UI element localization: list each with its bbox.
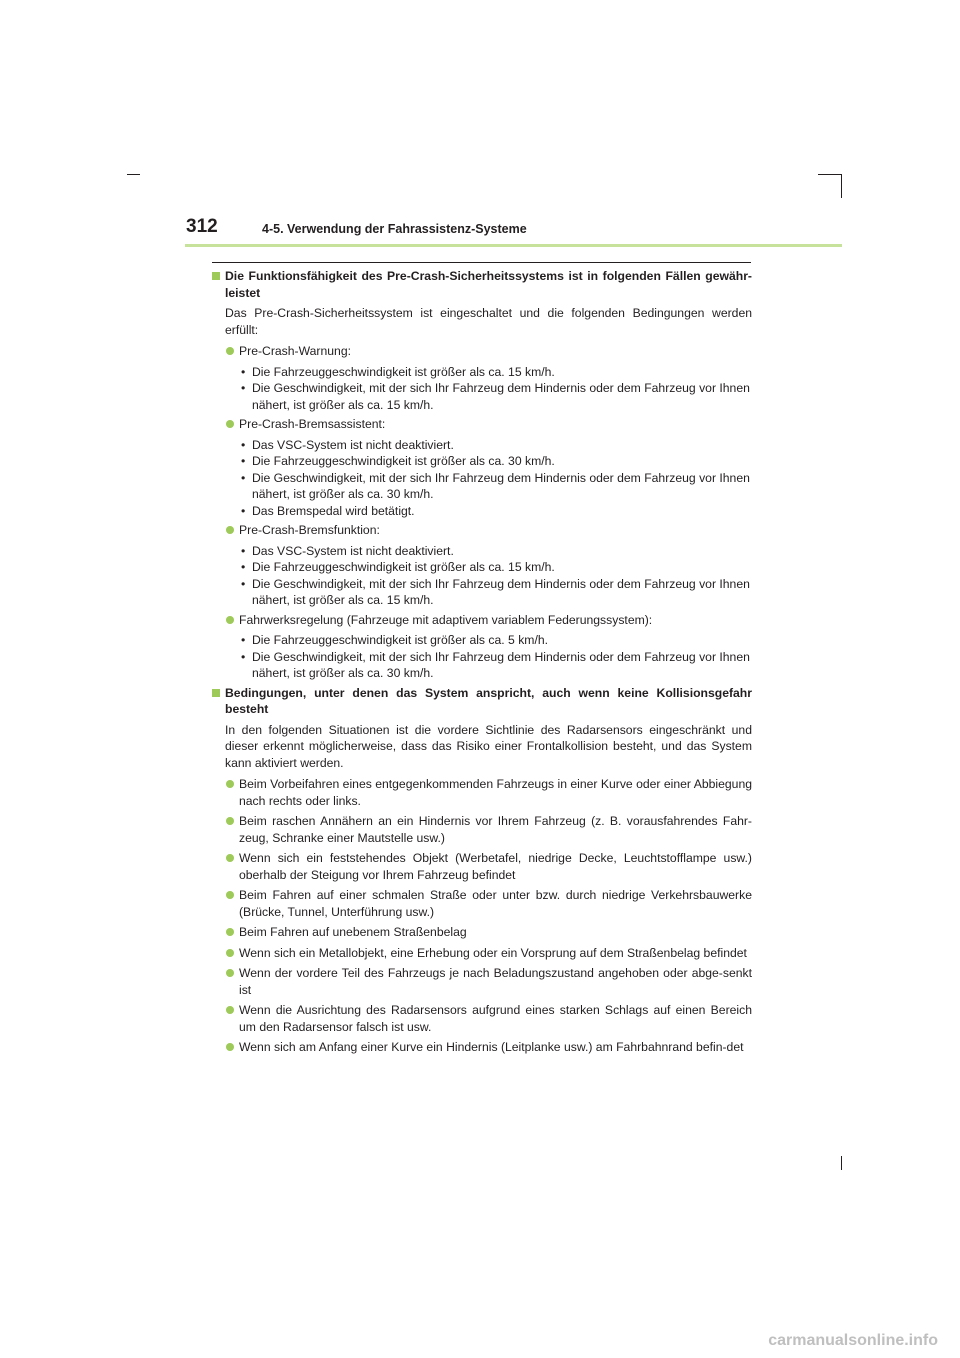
list-item: Beim Vorbeifahren eines entgegenkommenden Fahrzeugs in einer Kurve oder einer Abbiegung nach rechts oder links. [212, 776, 752, 809]
list-item: Beim raschen Annähern an ein Hindernis vor Ihrem Fahrzeug (z. B. vorausfahrendes Fahr-zeug, Schranke einer Mautstelle usw.) [212, 813, 752, 846]
round-bullet-icon [226, 1006, 234, 1014]
page-content [212, 268, 752, 1060]
sub-list-item: • Die Fahrzeuggeschwindigkeit ist größer als ca. 15 km/h. [241, 560, 555, 574]
round-bullet-icon [226, 891, 234, 899]
list-item: Pre-Crash-Bremsfunktion: [212, 522, 752, 539]
crop-mark-top-right-v [841, 174, 842, 198]
sub-list-item: • Das VSC-System ist nicht deaktiviert. [241, 437, 454, 452]
crop-mark-bottom-right [841, 1156, 842, 1170]
crop-mark-top-left [127, 174, 140, 175]
round-bullet-icon [226, 817, 234, 825]
round-bullet-icon [226, 969, 234, 977]
chapter-title: 4-5. Verwendung der Fahrassistenz-Systeme [262, 222, 527, 236]
sub-list-item: • Die Geschwindigkeit, mit der sich Ihr Fahrzeug dem Hindernis oder dem Fahrzeug vor Ihnen nähert, ist größer als ca. 30 km/h. [241, 649, 750, 680]
list-item: Wenn sich ein Metallobjekt, eine Erhebung oder ein Vorsprung auf dem Straßenbelag befindet [212, 945, 752, 962]
list-item: Beim Fahren auf unebenem Straßenbelag [212, 924, 752, 941]
sub-list [212, 437, 752, 520]
sub-list-item: • Das VSC-System ist nicht deaktiviert. [241, 543, 454, 558]
section-intro: In den folgenden Situationen ist die vordere Sichtlinie des Radarsensors eingeschränkt und dieser erkennt möglicherweise, dass das Risiko einer Frontalkollision besteht, und das System kann aktiviert werden. [225, 722, 752, 770]
list-item: Pre-Crash-Bremsassistent: [212, 416, 752, 433]
list-item: Wenn die Ausrichtung des Radarsensors aufgrund eines starken Schlags auf einen Bereich um den Radarsensor falsch ist usw. [212, 1002, 752, 1035]
page-number: 312 [186, 216, 218, 237]
sub-list-item: • Das Bremspedal wird betätigt. [241, 503, 415, 518]
section-heading: Die Funktionsfähigkeit des Pre-Crash-Sicherheitssystems ist in folgenden Fällen gewähr-leistet [212, 268, 752, 301]
sub-list [212, 632, 752, 682]
sub-list [212, 543, 752, 609]
list-item: Wenn sich am Anfang einer Kurve ein Hindernis (Leitplanke usw.) am Fahrbahnrand befin-det [212, 1039, 752, 1056]
crop-mark-top-right-h [818, 174, 842, 175]
round-bullet-icon [226, 347, 234, 355]
round-bullet-icon [226, 949, 234, 957]
sub-list-item: • Die Fahrzeuggeschwindigkeit ist größer als ca. 5 km/h. [241, 633, 549, 647]
sub-list-item: • Die Geschwindigkeit, mit der sich Ihr Fahrzeug dem Hindernis oder dem Fahrzeug vor Ihnen nähert, ist größer als ca. 30 km/h. [241, 470, 750, 501]
sub-list-item: • Die Fahrzeuggeschwindigkeit ist größer als ca. 30 km/h. [241, 454, 555, 468]
header-rule [185, 244, 842, 247]
section-heading: Bedingungen, unter denen das System anspricht, auch wenn keine Kollisionsgefahr besteht [212, 685, 752, 718]
sub-list [212, 364, 752, 414]
square-bullet-icon [212, 689, 220, 697]
list-item: Pre-Crash-Warnung: [212, 343, 752, 360]
round-bullet-icon [226, 928, 234, 936]
round-bullet-icon [226, 420, 234, 428]
sub-list-item: • Die Fahrzeuggeschwindigkeit ist größer als ca. 15 km/h. [241, 364, 555, 379]
list-item: Wenn der vordere Teil des Fahrzeugs je nach Beladungszustand angehoben oder abge-senkt ist [212, 965, 752, 998]
round-bullet-icon [226, 526, 234, 534]
square-bullet-icon [212, 272, 220, 280]
list-item: Fahrwerksregelung (Fahrzeuge mit adaptivem variablem Federungssystem): [212, 612, 752, 629]
list-item: Wenn sich ein feststehendes Objekt (Werbetafel, niedrige Decke, Leuchtstofflampe usw.) oberhalb der Steigung vor Ihrem Fahrzeug befindet [212, 850, 752, 883]
round-bullet-icon [226, 616, 234, 624]
section-intro: Das Pre-Crash-Sicherheitssystem ist eingeschaltet und die folgenden Bedingungen werden erfüllt: [225, 306, 752, 337]
list-item: Beim Fahren auf einer schmalen Straße oder unter bzw. durch niedrige Verkehrsbauwerke (Brücke, Tunnel, Unterführung usw.) [212, 887, 752, 920]
sub-list-item: • Die Geschwindigkeit, mit der sich Ihr Fahrzeug dem Hindernis oder dem Fahrzeug vor Ihnen nähert, ist größer als ca. 15 km/h. [241, 381, 750, 412]
section-rule [212, 262, 751, 263]
round-bullet-icon [226, 780, 234, 788]
round-bullet-icon [226, 854, 234, 862]
round-bullet-icon [226, 1043, 234, 1051]
sub-list-item: • Die Geschwindigkeit, mit der sich Ihr Fahrzeug dem Hindernis oder dem Fahrzeug vor Ihnen nähert, ist größer als ca. 15 km/h. [241, 576, 750, 607]
watermark: carmanualsonline.info [768, 1332, 938, 1349]
